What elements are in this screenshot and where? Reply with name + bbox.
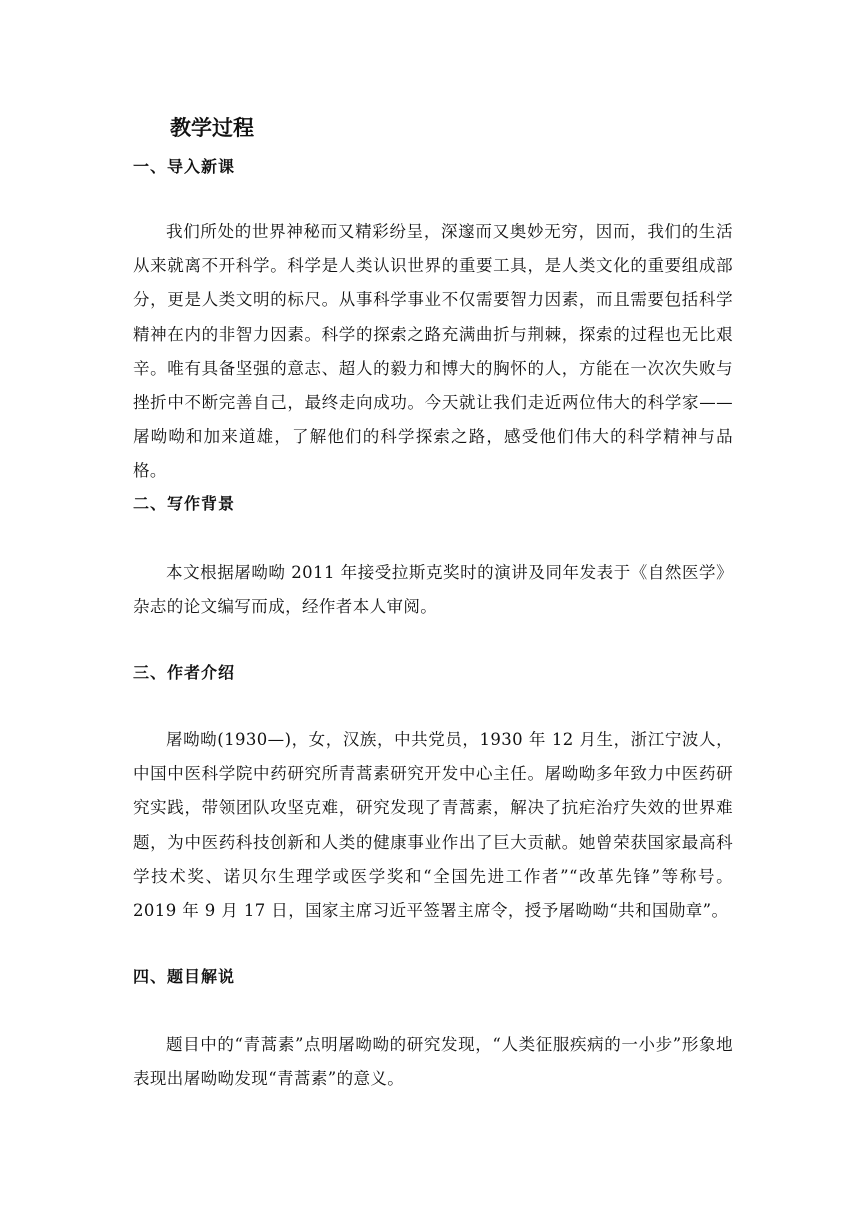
section-paragraph-intro: 我们所处的世界神秘而又精彩纷呈，深邃而又奥妙无穷，因而，我们的生活从来就离不开科学。科学是人类认识世界的重要工具，是人类文化的重要组成部分，更是人类文明的标尺。从事科学事业不仅需要智力因素，而且需要包括科学精神在内的非智力因素。科学的探索之路充满曲折与荆棘，探索的过程也无比艰辛。唯有具备坚强的意志、超人的毅力和博大的胸怀的人，方能在一次次失败与挫折中不断完善自己，最终走向成功。今天就让我们走近两位伟大的科学家——屠呦呦和加来道雄，了解他们的科学探索之路，感受他们伟大的科学精神与品格。 (133, 222, 733, 481)
section-heading-title-explanation: 四、题目解说 (133, 967, 236, 986)
section-paragraph-background: 本文根据屠呦呦 2011 年接受拉斯克奖时的演讲及同年发表于《自然医学》杂志的论文编写而成，经作者本人审阅。 (133, 563, 733, 617)
section-heading-background: 二、写作背景 (133, 494, 236, 513)
section-paragraph-title-explanation: 题目中的“青蒿素”点明屠呦呦的研究发现，“人类征服疾病的一小步”形象地表现出屠呦呦发现“青蒿素”的意义。 (133, 1035, 733, 1089)
page-title: 教学过程 (170, 116, 254, 140)
section-paragraph-author: 屠呦呦(1930—)，女，汉族，中共党员，1930 年 12 月生，浙江宁波人，中国中医科学院中药研究所青蒿素研究开发中心主任。屠呦呦多年致力中医药研究实践，带领团队攻坚克难，研究发现了青蒿素，解决了抗疟治疗失效的世界难题，为中医药科技创新和人类的健康事业作出了巨大贡献。她曾荣获国家最高科学技术奖、诺贝尔生理学或医学奖和“全国先进工作者”“改革先锋”等称号。2019 年 9 月 17 日，国家主席习近平签署主席令，授予屠呦呦“共和国勋章”。 (133, 730, 733, 921)
section-heading-author: 三、作者介绍 (133, 663, 236, 682)
section-heading-intro: 一、导入新课 (133, 157, 236, 176)
